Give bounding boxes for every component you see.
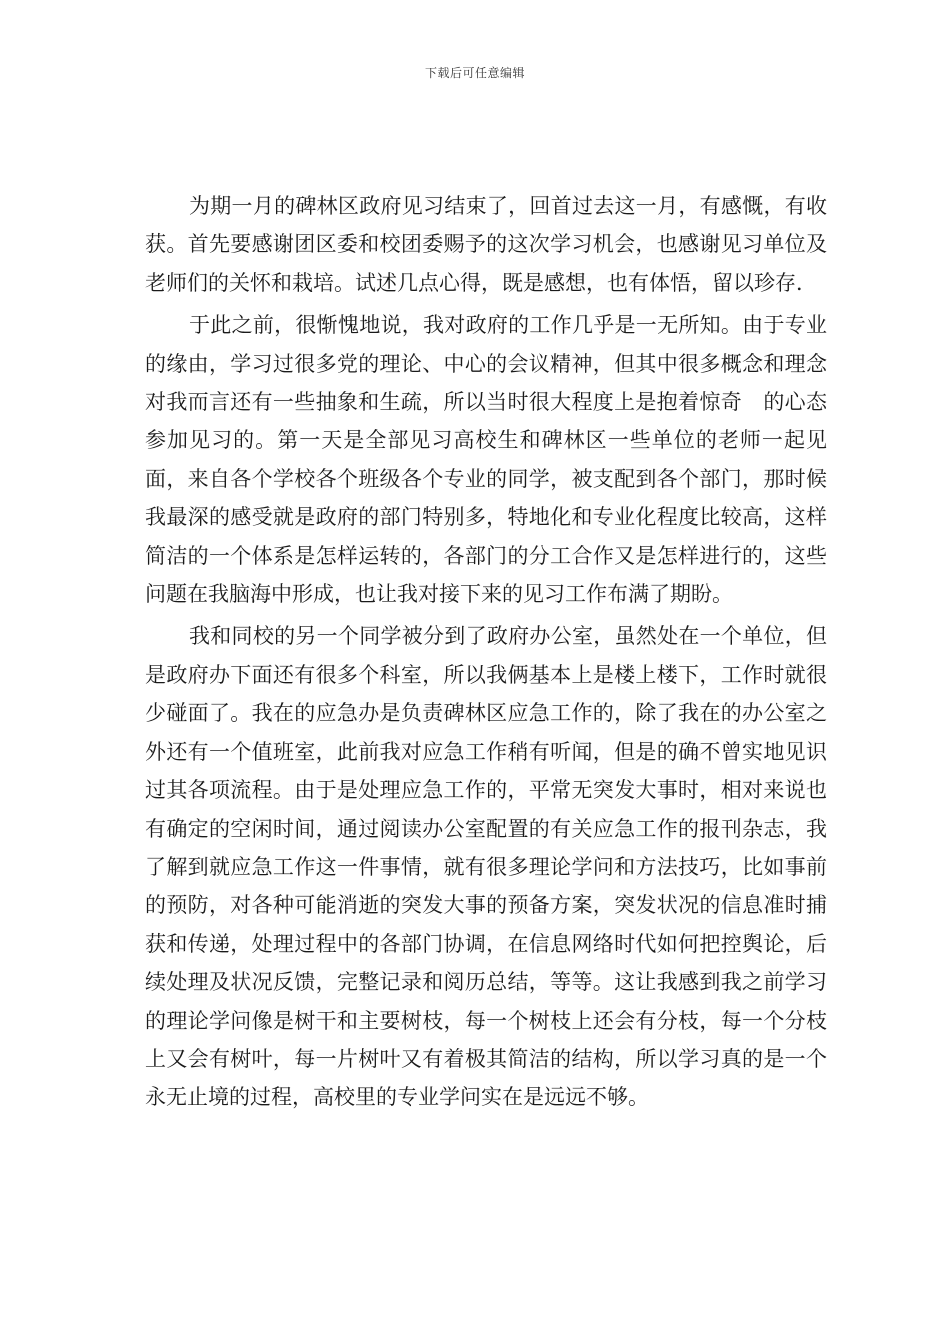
paragraph-2: 于此之前，很惭愧地说，我对政府的工作几乎是一无所知。由于专业的缘由，学习过很多党的理论、中心的会议精神，但其中很多概念和理念对我而言还有一些抽象和生疏，所以当时很大程度上是抱着惊奇 的心态参加见习的。第一天是全部见习高校生和碑林区一些单位的老师一起见面，来自各个学校各个班级各个专业的同学，被支配到各个部门，那时候我最深的感受就是政府的部门特别多，特地化和专业化程度比较高，这样简洁的一个体系是怎样运转的，各部门的分工合作又是怎样进行的，这些问题在我脑海中形成，也让我对接下来的见习工作布满了期盼。 [145,313,827,607]
page-header: 下载后可任意编辑 [424,66,525,80]
paragraph-3: 我和同校的另一个同学被分到了政府办公室，虽然处在一个单位，但是政府办下面还有很多个科室，所以我俩基本上是楼上楼下，工作时就很少碰面了。我在的应急办是负责碑林区应急工作的，除了我在的办公室之外还有一个值班室，此前我对应急工作稍有听闻，但是的确不曾实地见识过其各项流程。由于是处理应急工作的，平常无突发大事时，相对来说也有确定的空闲时间，通过阅读办公室配置的有关应急工作的报刊杂志，我了解到就应急工作这一件事情，就有很多理论学问和方法技巧，比如事前的预防，对各种可能消逝的突发大事的预备方案，突发状况的信息准时捕获和传递，处理过程中的各部门协调，在信息网络时代如何把控舆论，后续处理及状况反馈，完整记录和阅历总结，等等。这让我感到我之前学习的理论学问像是树干和主要树枝，每一个树枝上还会有分枝，每一个分枝上又会有树叶，每一片树叶又有着极其简洁的结构，所以学习真的是一个永无止境的过程，高校里的专业学问实在是远远不够。 [145,624,827,1110]
paragraph-1: 为期一月的碑林区政府见习结束了，回首过去这一月，有感慨，有收获。首先要感谢团区委和校团委赐予的这次学习机会，也感谢见习单位及老师们的关怀和栽培。试述几点心得，既是感想，也有体悟，留以珍存． [145,194,827,295]
document-body [145,187,827,1121]
